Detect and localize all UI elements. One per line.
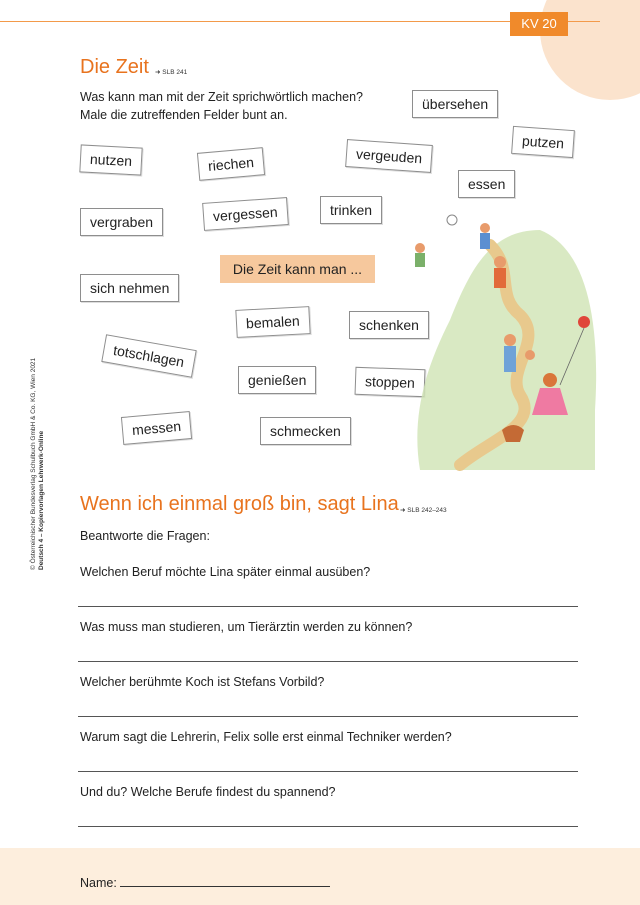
- copyright-note: [30, 310, 46, 570]
- word-card[interactable]: sich nehmen: [80, 274, 179, 302]
- center-prompt: Die Zeit kann man ...: [220, 255, 375, 283]
- questions-intro: Beantworte die Fragen:: [80, 529, 210, 543]
- section-title-zeit: Die Zeit: [80, 56, 149, 78]
- question-2: Was muss man studieren, um Tierärztin werden zu können?: [80, 620, 413, 634]
- word-card[interactable]: vergraben: [80, 208, 163, 236]
- word-card[interactable]: essen: [458, 170, 515, 198]
- worksheet-badge: KV 20: [510, 12, 568, 36]
- answer-line[interactable]: [78, 771, 578, 772]
- word-card[interactable]: genießen: [238, 366, 316, 394]
- answer-line[interactable]: [78, 826, 578, 827]
- children-hill-illustration: [400, 210, 600, 475]
- word-card[interactable]: riechen: [197, 147, 265, 181]
- answer-line[interactable]: [78, 661, 578, 662]
- word-card[interactable]: nutzen: [79, 144, 142, 175]
- question-3: Welcher berühmte Koch ist Stefans Vorbild?: [80, 675, 325, 689]
- copyright-line: © Österreichischer Bundesverlag Schulbuch GmbH & Co. KG, Wien 2021: [30, 357, 37, 570]
- section-reference: ➜ SLB 241: [155, 69, 188, 76]
- name-field[interactable]: [120, 886, 330, 887]
- word-card[interactable]: schmecken: [260, 417, 351, 445]
- book-title-line: Deutsch 4 – Kopiervorlagen Lehrwerk-Online: [38, 430, 45, 570]
- section-reference: ➜ SLB 242–243: [400, 507, 447, 514]
- question-4: Warum sagt die Lehrerin, Felix solle erst einmal Techniker werden?: [80, 730, 452, 744]
- word-card[interactable]: vergeuden: [345, 139, 433, 173]
- answer-line[interactable]: [78, 606, 578, 607]
- word-card[interactable]: trinken: [320, 196, 382, 224]
- question-5: Und du? Welche Berufe findest du spannend?: [80, 785, 336, 799]
- word-card[interactable]: vergessen: [202, 197, 288, 231]
- answer-line[interactable]: [78, 716, 578, 717]
- word-card[interactable]: schenken: [349, 311, 429, 339]
- word-card[interactable]: übersehen: [412, 90, 498, 118]
- question-1: Welchen Beruf möchte Lina später einmal ausüben?: [80, 565, 371, 579]
- instruction-line-2: Male die zutreffenden Felder bunt an.: [80, 108, 288, 122]
- word-card[interactable]: putzen: [511, 126, 575, 158]
- word-card[interactable]: messen: [121, 411, 192, 445]
- word-card[interactable]: totschlagen: [101, 334, 196, 377]
- word-card[interactable]: bemalen: [235, 306, 310, 338]
- name-label: Name:: [80, 876, 117, 890]
- instruction-line-1: Was kann man mit der Zeit sprichwörtlich machen?: [80, 90, 363, 104]
- section-title-lina: Wenn ich einmal groß bin, sagt Lina: [80, 493, 399, 515]
- word-card[interactable]: stoppen: [355, 367, 426, 397]
